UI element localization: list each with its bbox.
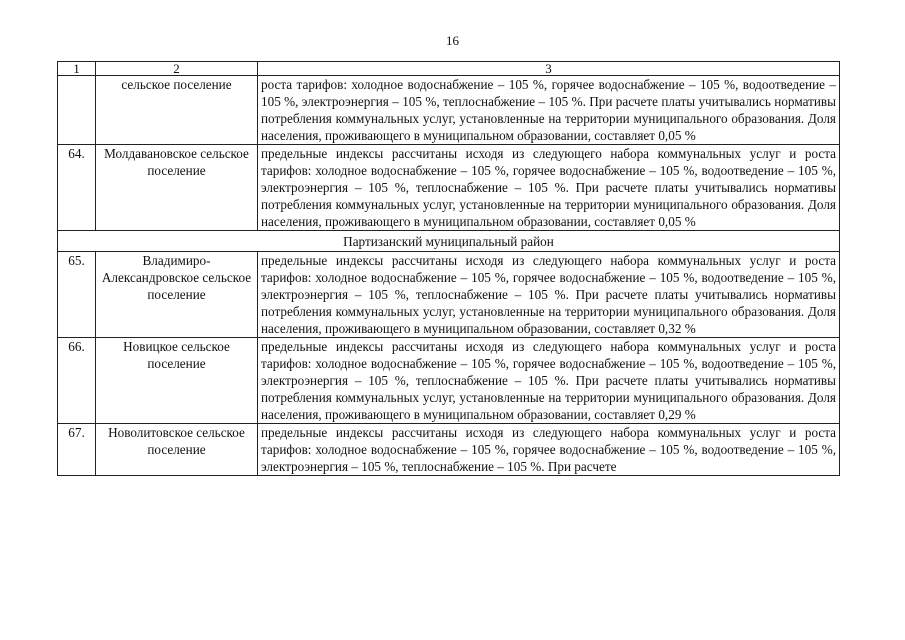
row-number: 65.	[58, 252, 96, 338]
row-description: предельные индексы рассчитаны исходя из следующего набора коммунальных услуг и роста тарифов: холодное водоснабжение – 105 %, горячее водоснабжение – 105 %, водоотведение – 105 %, электроэнергия – 105 %, теплоснабжение – 105 %. При расчете платы учитывались нормативы потребления коммунальных услуг, установленные на территории муниципального образования. Доля населения, проживающего в муниципальном образовании, составляет 0,32 %	[258, 252, 840, 338]
row-description: предельные индексы рассчитаны исходя из следующего набора коммунальных услуг и роста тарифов: холодное водоснабжение – 105 %, горячее водоснабжение – 105 %, водоотведение – 105 %, электроэнергия – 105 %, теплоснабжение – 105 %. При расчете платы учитывались нормативы потребления коммунальных услуг, установленные на территории муниципального образования. Доля населения, проживающего в муниципальном образовании, составляет 0,05 %	[258, 145, 840, 231]
table-row	[58, 252, 840, 338]
row-description: предельные индексы рассчитаны исходя из следующего набора коммунальных услуг и роста тарифов: холодное водоснабжение – 105 %, горячее водоснабжение – 105 %, водоотведение – 105 %, электроэнергия – 105 %, теплоснабжение – 105 %. При расчете	[258, 424, 840, 476]
row-number: 66.	[58, 338, 96, 424]
municipality-name: Новицкое сельское поселение	[96, 338, 258, 424]
table-row	[58, 76, 840, 145]
column-header-1: 1	[58, 62, 96, 76]
tariff-table	[57, 61, 840, 476]
row-number	[58, 76, 96, 145]
table-header-row	[58, 62, 840, 76]
section-row	[58, 231, 840, 252]
row-number: 64.	[58, 145, 96, 231]
row-description: предельные индексы рассчитаны исходя из следующего набора коммунальных услуг и роста тарифов: холодное водоснабжение – 105 %, горячее водоснабжение – 105 %, водоотведение – 105 %, электроэнергия – 105 %, теплоснабжение – 105 %. При расчете платы учитывались нормативы потребления коммунальных услуг, установленные на территории муниципального образования. Доля населения, проживающего в муниципальном образовании, составляет 0,29 %	[258, 338, 840, 424]
table-row	[58, 338, 840, 424]
municipality-name: Молдавановское сельское поселение	[96, 145, 258, 231]
municipality-name: Владимиро-Александровское сельское поселение	[96, 252, 258, 338]
table-row	[58, 424, 840, 476]
page-number: 16	[446, 33, 459, 48]
section-title: Партизанский муниципальный район	[58, 231, 840, 252]
table-row	[58, 145, 840, 231]
municipality-name: Новолитовское сельское поселение	[96, 424, 258, 476]
row-description: роста тарифов: холодное водоснабжение – 105 %, горячее водоснабжение – 105 %, водоотведение – 105 %, электроэнергия – 105 %, теплоснабжение – 105 %. При расчете платы учитывались нормативы потребления коммунальных услуг, установленные на территории муниципального образования. Доля населения, проживающего в муниципальном образовании, составляет 0,05 %	[258, 76, 840, 145]
column-header-3: 3	[258, 62, 840, 76]
column-header-2: 2	[96, 62, 258, 76]
municipality-name: сельское поселение	[96, 76, 258, 145]
row-number: 67.	[58, 424, 96, 476]
